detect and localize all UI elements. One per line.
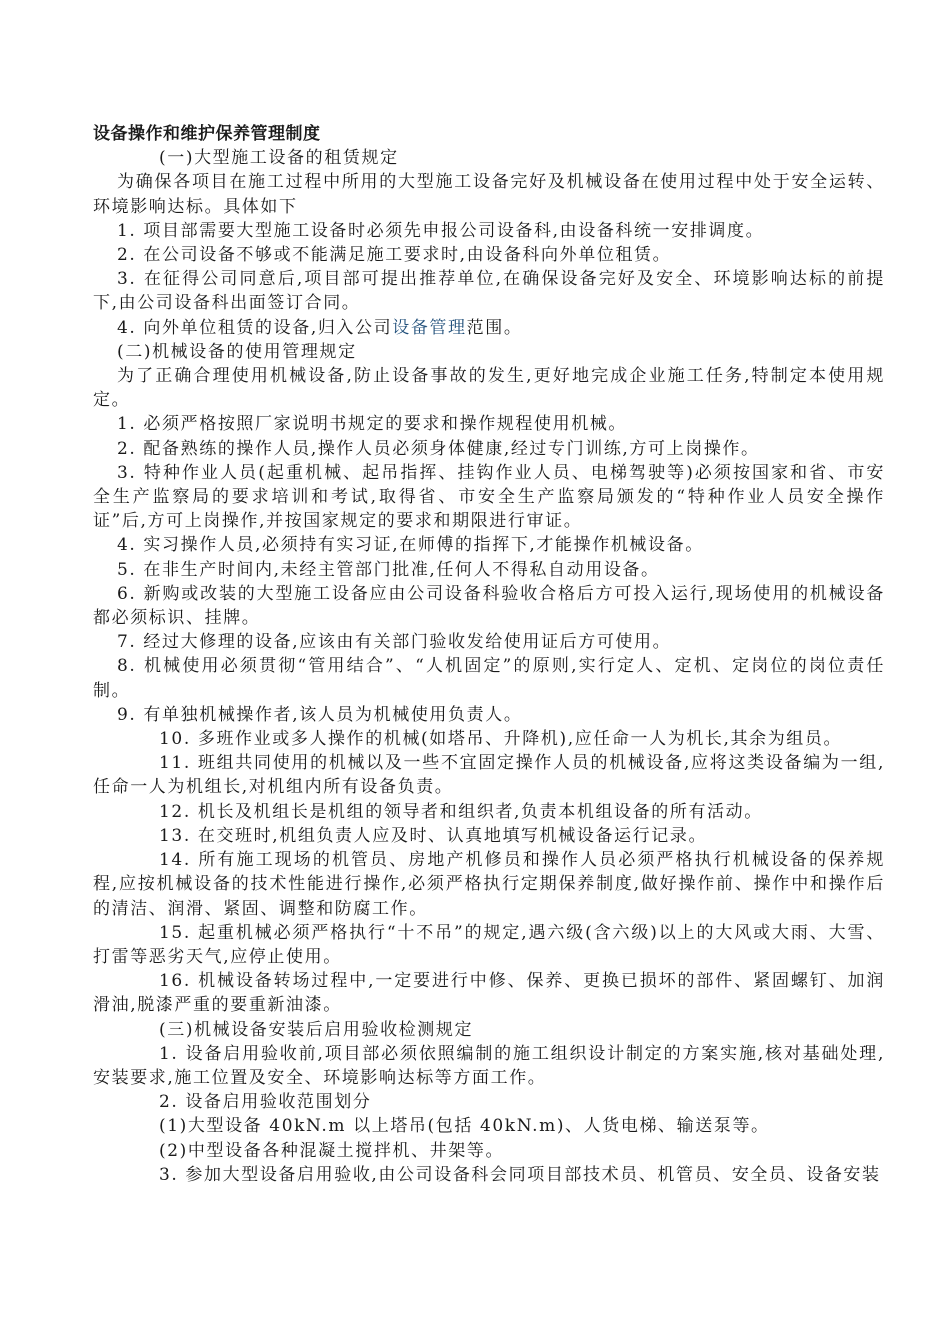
paragraph: 5. 在非生产时间内,未经主管部门批准,任何人不得私自动用设备。 [117, 559, 660, 580]
paragraph: 9. 有单独机械操作者,该人员为机械使用负责人。 [117, 704, 523, 725]
paragraph: (一)大型施工设备的租赁规定 [159, 148, 399, 169]
paragraph: 为了正确合理使用机械设备,防止设备事故的发生,更好地完成企业施工任务,特制定本使用规定。 [93, 366, 885, 411]
paragraph: (三)机械设备安装后启用验收检测规定 [159, 1019, 474, 1040]
paragraph: 4. 实习操作人员,必须持有实习证,在师傅的指挥下,才能操作机械设备。 [117, 535, 704, 556]
paragraph: 6. 新购或改装的大型施工设备应由公司设备科验收合格后方可投入运行,现场使用的机械设备都必须标识、挂牌。 [93, 583, 885, 629]
paragraph-text: 范围。 [466, 317, 523, 338]
paragraph: 2. 在公司设备不够或不能满足施工要求时,由设备科向外单位租赁。 [117, 245, 672, 266]
paragraph: (1)大型设备 40kN.m 以上塔吊(包括 40kN.m)、人货电梯、输送泵等。 [159, 1116, 770, 1137]
paragraph: (二)机械设备的使用管理规定 [117, 341, 357, 362]
paragraph [93, 316, 885, 340]
paragraph: 1. 设备启用验收前,项目部必须依照编制的施工组织设计制定的方案实施,核对基础处理,安装要求,施工位置及安全、环境影响达标等方面工作。 [93, 1043, 885, 1088]
paragraph: 15. 起重机械必须严格执行“十不吊”的规定,遇六级(含六级)以上的大风或大雨、大雪、打雷等恶劣天气,应停止使用。 [93, 922, 885, 967]
paragraph: 16. 机械设备转场过程中,一定要进行中修、保养、更换已损坏的部件、紧固螺钉、加润滑油,脱漆严重的要重新油漆。 [93, 971, 885, 1016]
paragraph: 3. 特种作业人员(起重机械、起吊指挥、挂钩作业人员、电梯驾驶等)必须按国家和省、市安全生产监察局的要求培训和考试,取得省、市安全生产监察局颁发的“特种作业人员安全操作证”后,方可上岗操作,并按国家规定的要求和期限进行审证。 [93, 462, 885, 532]
paragraph: 3. 在征得公司同意后,项目部可提出推荐单位,在确保设备完好及安全、环境影响达标的前提下,由公司设备科出面签订合同。 [93, 269, 885, 314]
paragraph: (2)中型设备各种混凝土搅拌机、井架等。 [159, 1140, 505, 1161]
paragraph: 10. 多班作业或多人操作的机械(如塔吊、升降机),应任命一人为机长,其余为组员。 [159, 729, 843, 750]
document-title: 设备操作和维护保养管理制度 [93, 124, 321, 144]
paragraph: 2. 配备熟练的操作人员,操作人员必须身体健康,经过专门训练,方可上岗操作。 [117, 438, 760, 459]
paragraph: 8. 机械使用必须贯彻“管用结合”、“人机固定”的原则,实行定人、定机、定岗位的岗位责任制。 [93, 656, 885, 701]
paragraph: 1. 必须严格按照厂家说明书规定的要求和操作规程使用机械。 [117, 414, 628, 435]
paragraph: 1. 项目部需要大型施工设备时必须先申报公司设备科,由设备科统一安排调度。 [117, 220, 765, 241]
paragraph: 14. 所有施工现场的机管员、房地产机修员和操作人员必须严格执行机械设备的保养规程,应按机械设备的技术性能进行操作,必须严格执行定期保养制度,做好操作前、操作中和操作后的清洁、润滑、紧固、调整和防腐工作。 [93, 850, 885, 919]
paragraph-text: 4. 向外单位租赁的设备,归入公司 [117, 317, 393, 338]
document-body [93, 146, 885, 1187]
paragraph: 3. 参加大型设备启用验收,由公司设备科会同项目部技术员、机管员、安全员、设备安装 [159, 1164, 881, 1185]
document-page [93, 122, 885, 1187]
inline-link[interactable]: 设备管理 [392, 317, 467, 338]
paragraph: 7. 经过大修理的设备,应该由有关部门验收发给使用证后方可使用。 [117, 632, 672, 653]
paragraph: 为确保各项目在施工过程中所用的大型施工设备完好及机械设备在使用过程中处于安全运转、环境影响达标。具体如下 [93, 172, 885, 217]
paragraph: 13. 在交班时,机组负责人应及时、认真地填写机械设备运行记录。 [159, 825, 708, 846]
paragraph: 11. 班组共同使用的机械以及一些不宜固定操作人员的机械设备,应将这类设备编为一组,任命一人为机组长,对机组内所有设备负责。 [93, 753, 885, 798]
paragraph: 2. 设备启用验收范围划分 [159, 1092, 372, 1113]
paragraph: 12. 机长及机组长是机组的领导者和组织者,负责本机组设备的所有活动。 [159, 801, 763, 822]
